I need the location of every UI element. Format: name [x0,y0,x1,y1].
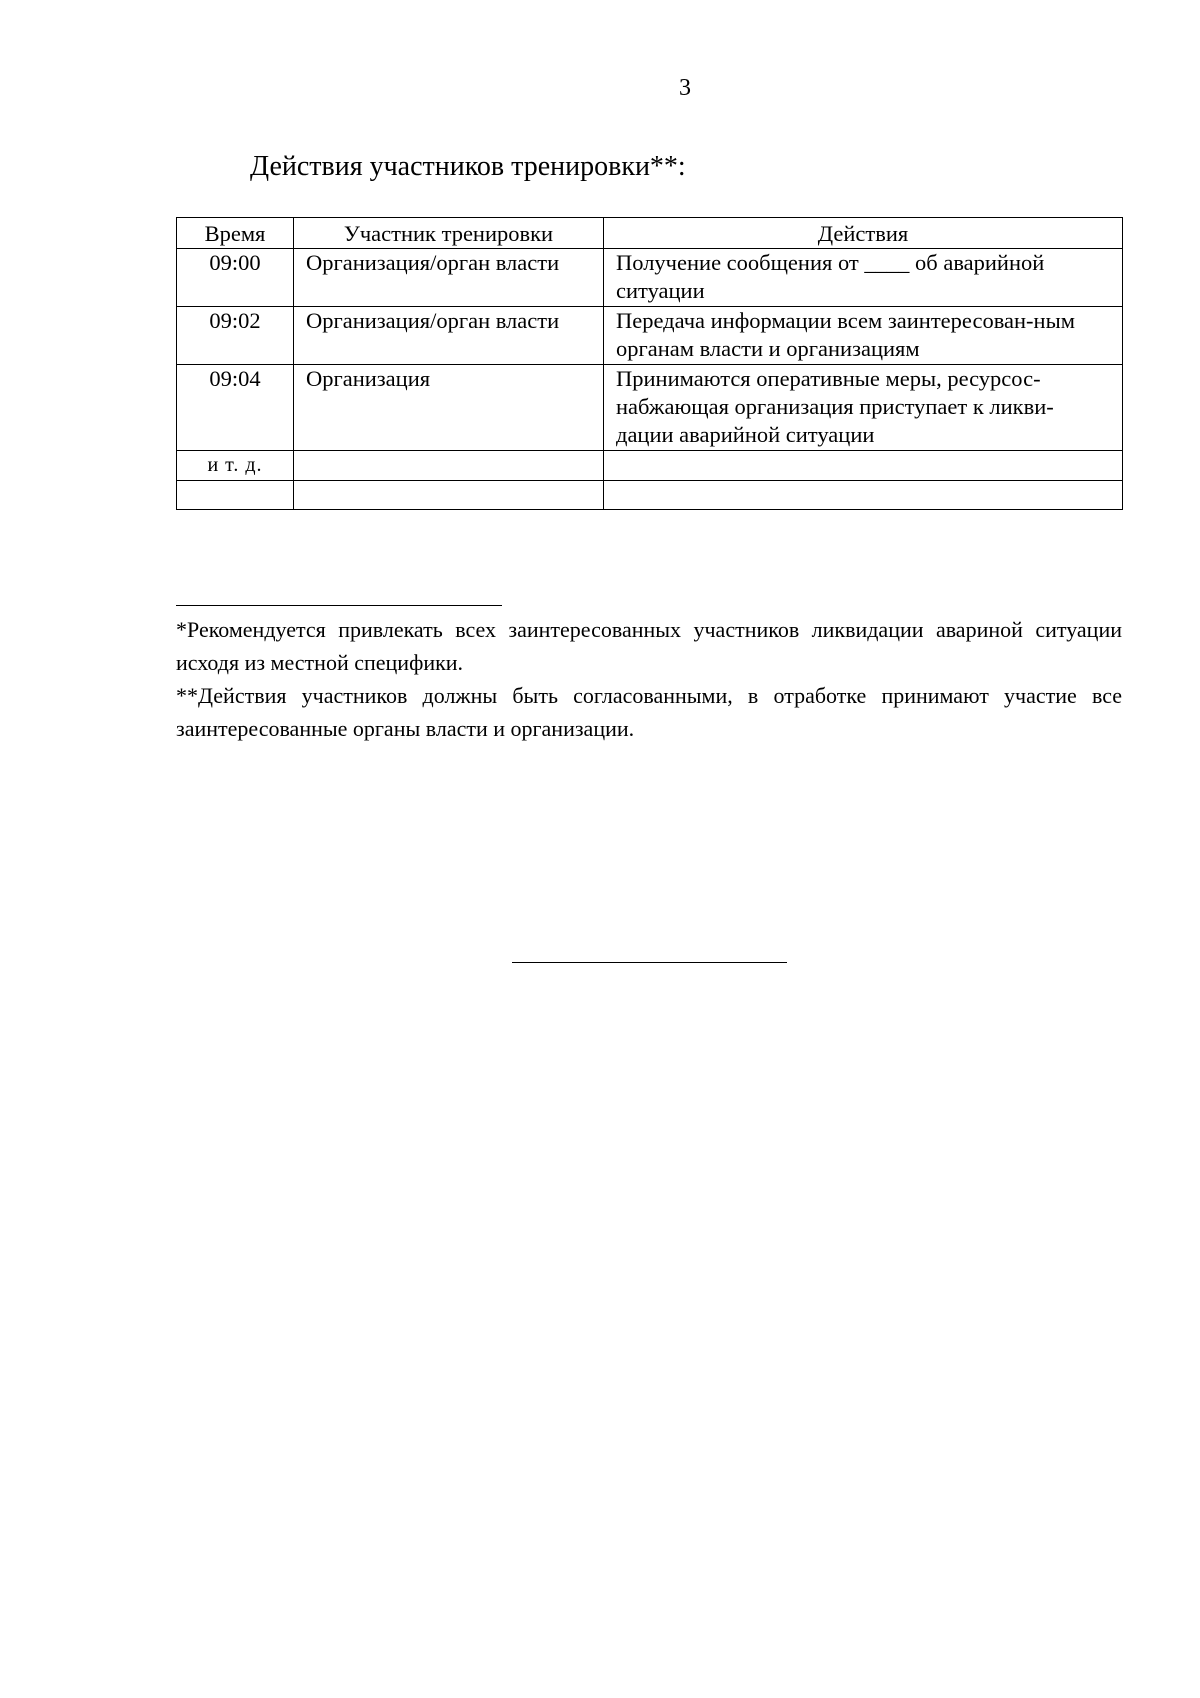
cell-time [177,481,294,510]
footnote-separator [176,605,502,606]
page-number: 3 [679,75,691,101]
cell-action: Передача информации всем заинтересован-ным органам власти и организациям [604,307,1123,365]
cell-action [604,481,1123,510]
cell-participant [294,451,604,481]
table-row [177,307,1123,365]
cell-time: и т. д. [177,451,294,481]
cell-action: Принимаются оперативные меры, ресурсос-набжающая организация приступает к ликви-дации аварийной ситуации [604,365,1123,451]
header-time: Время [177,218,294,249]
cell-time: 09:04 [177,365,294,451]
cell-action: Получение сообщения от ____ об аварийной ситуации [604,249,1123,307]
header-participant: Участник тренировки [294,218,604,249]
table-row [177,249,1123,307]
table-row [177,451,1123,481]
footnote-1: *Рекомендуется привлекать всех заинтересованных участников ликвидации авариной ситуации исходя из местной специфики. [176,617,1122,675]
cell-time: 09:02 [177,307,294,365]
training-actions-table [176,217,1123,510]
cell-participant [294,481,604,510]
header-actions: Действия [604,218,1123,249]
table-row [177,365,1123,451]
cell-action [604,451,1123,481]
table-row-empty [177,481,1123,510]
cell-participant: Организация [294,365,604,451]
end-of-document-rule [512,962,787,963]
footnote-2: **Действия участников должны быть согласованными, в отработке принимают участие все заинтересованные органы власти и организации. [176,683,1122,741]
footnotes [176,613,1122,745]
cell-time: 09:00 [177,249,294,307]
table-header-row [177,218,1123,249]
cell-participant: Организация/орган власти [294,249,604,307]
section-title: Действия участников тренировки**: [250,151,686,182]
cell-participant: Организация/орган власти [294,307,604,365]
